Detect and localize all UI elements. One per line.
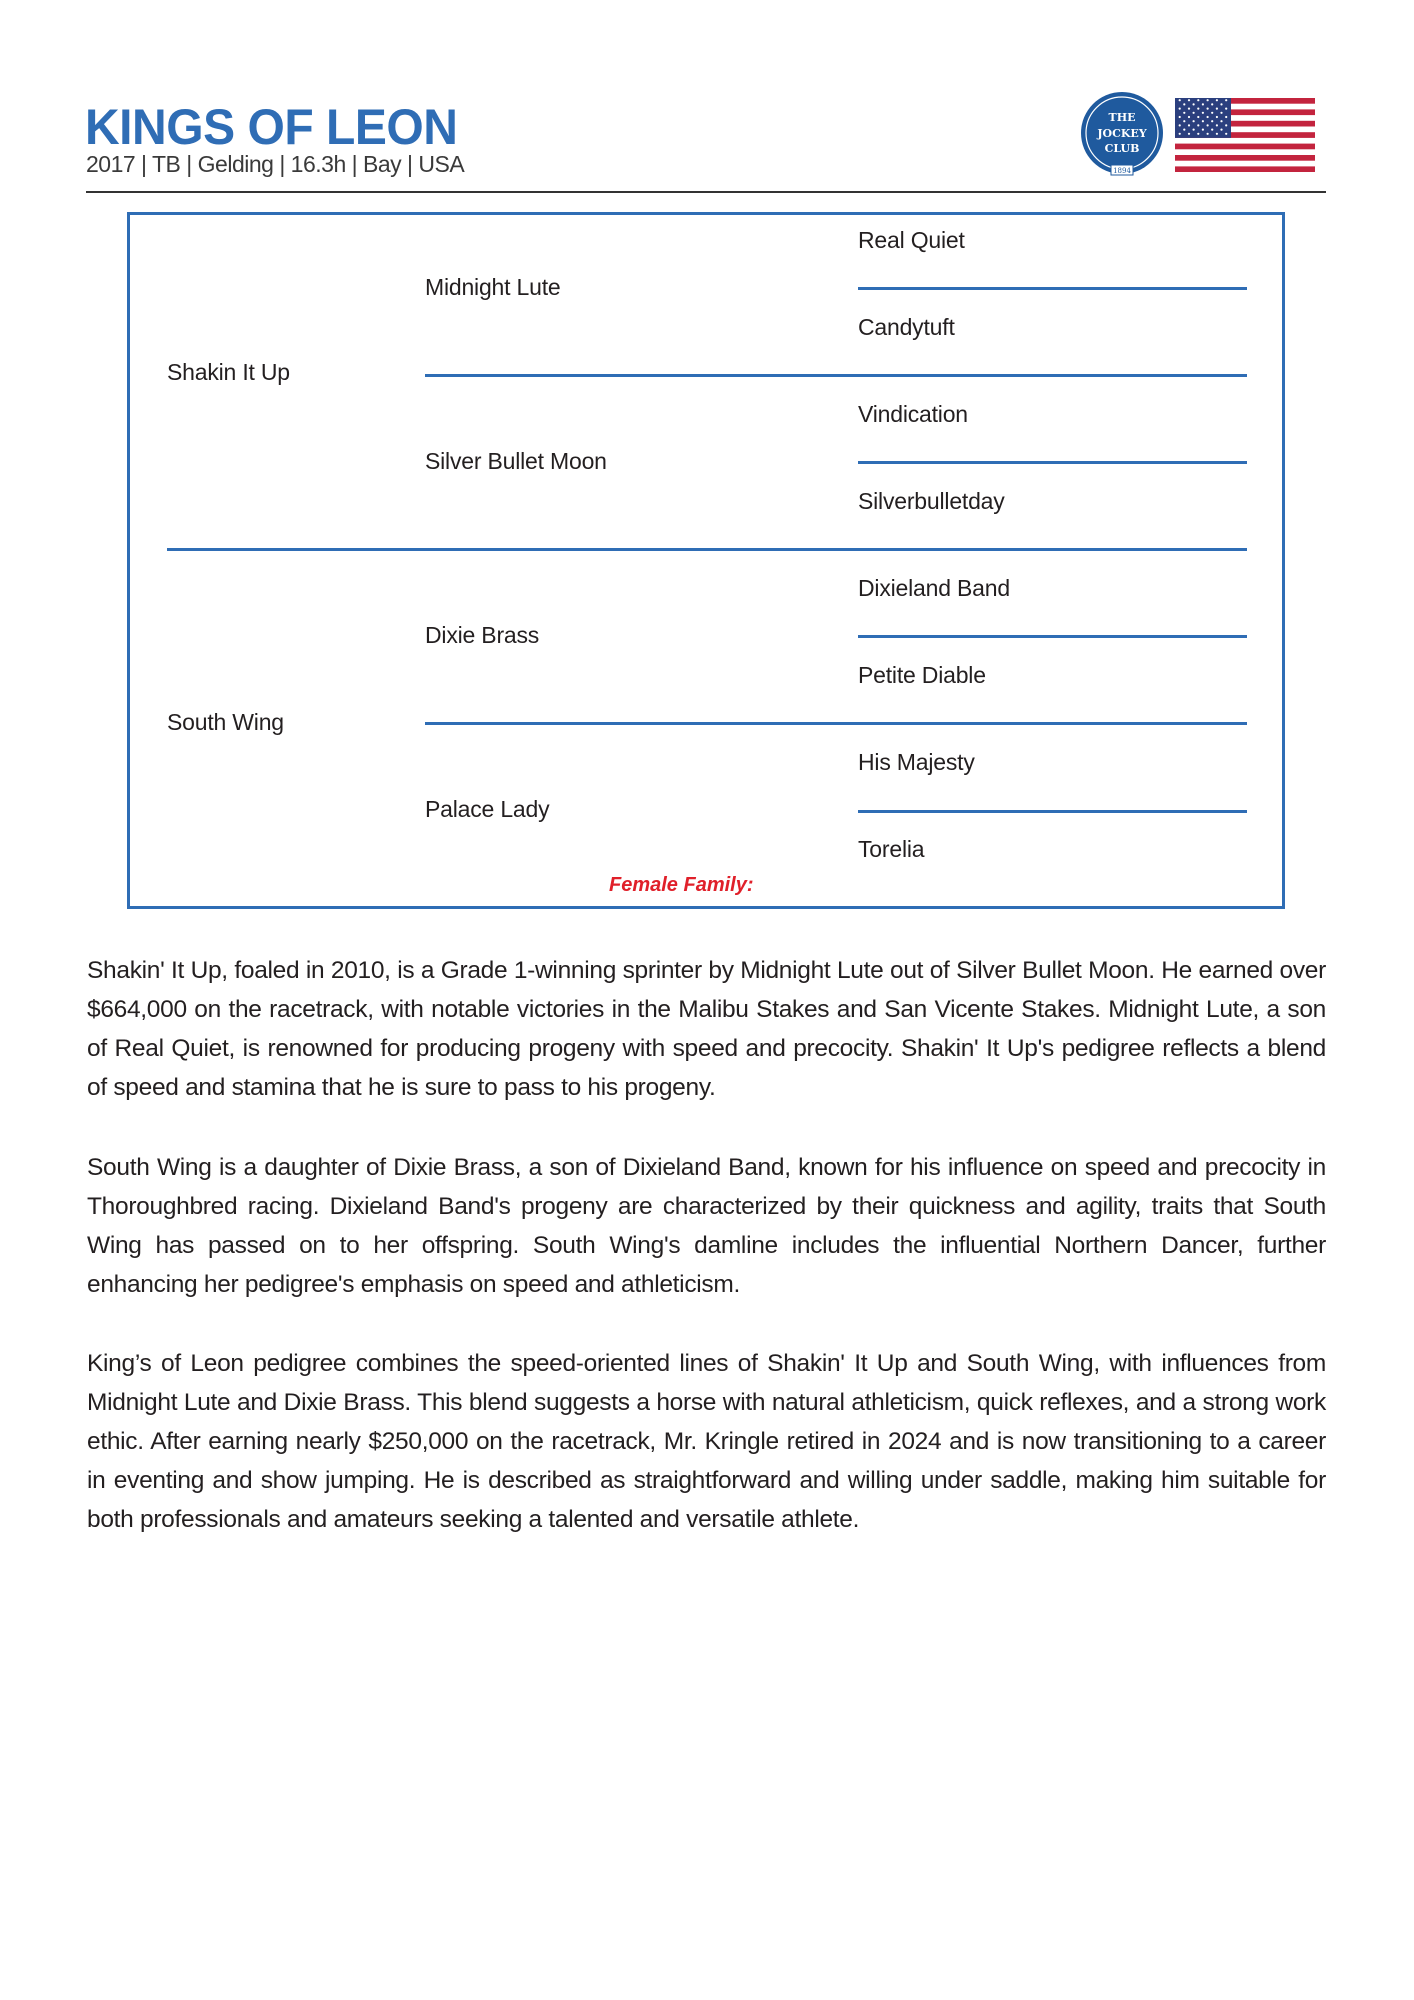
flag-star (1202, 103, 1204, 105)
logo-line-2: JOCKEY (1097, 127, 1147, 140)
flag-star (1179, 133, 1181, 135)
header-divider (86, 191, 1326, 193)
flag-star (1211, 120, 1213, 122)
horse-details-subtitle: 2017 | TB | Gelding | 16.3h | Bay | USA (86, 151, 465, 177)
flag-star (1188, 124, 1190, 126)
flag-star (1225, 133, 1227, 135)
pedigree-chart (127, 212, 1285, 909)
flag-star (1179, 108, 1181, 110)
flag-star (1207, 124, 1209, 126)
flag-star (1207, 133, 1209, 135)
flag-star (1220, 120, 1222, 122)
divider-ggp-4 (858, 810, 1247, 813)
flag-star (1225, 116, 1227, 118)
flag-star (1188, 116, 1190, 118)
flag-star (1216, 99, 1218, 101)
flag-star (1183, 120, 1185, 122)
jockey-club-logo-icon (1079, 91, 1165, 177)
flag-star (1197, 116, 1199, 118)
usa-flag-icon (1175, 98, 1315, 172)
flag-star (1193, 112, 1195, 114)
dam-dam-name: Palace Lady (425, 796, 550, 822)
logo-line-1: THE (1108, 111, 1136, 124)
great-grandparent-6: Petite Diable (858, 662, 986, 688)
great-grandparent-1: Real Quiet (858, 227, 965, 253)
flag-star (1188, 133, 1190, 135)
flag-star (1197, 133, 1199, 135)
flag-star (1211, 129, 1213, 131)
logo-line-3: CLUB (1104, 142, 1140, 155)
flag-star (1183, 103, 1185, 105)
flag-star (1216, 108, 1218, 110)
flag-star (1220, 112, 1222, 114)
flag-star (1188, 108, 1190, 110)
paragraph-summary: King’s of Leon pedigree combines the speed-oriented lines of Shakin' It Up and South Wing, with influences from Midnight Lute and Dixie Brass. This blend suggests a horse with natural athleticism, quick reflexes, and a strong work ethic. After earning nearly $250,000 on the racetrack, Mr. Kringle retired in 2024 and is now transitioning to a career in eventing and show jumping. He is described as straightforward and willing under saddle, making him suitable for both professionals and amateurs seeking a talented and versatile athlete. (87, 1350, 1326, 1533)
flag-star (1202, 112, 1204, 114)
great-grandparent-3: Vindication (858, 401, 968, 427)
dam-name: South Wing (167, 709, 284, 735)
flag-star (1225, 108, 1227, 110)
flag-star (1202, 120, 1204, 122)
flag-star (1193, 129, 1195, 131)
divider-parents (167, 548, 1247, 551)
sire-dam-name: Silver Bullet Moon (425, 448, 607, 474)
sire-name: Shakin It Up (167, 359, 290, 385)
flag-star (1197, 99, 1199, 101)
flag-star (1225, 99, 1227, 101)
paragraph-sire: Shakin' It Up, foaled in 2010, is a Grade 1-winning sprinter by Midnight Lute out of Silver Bullet Moon. He earned over $664,000 on the racetrack, with notable victories in the Malibu Stakes and San Vicente Stakes. Midnight Lute, a son of Real Quiet, is renowned for producing progeny with speed and precocity. Shakin' It Up's pedigree reflects a blend of speed and stamina that he is sure to pass to his progeny. (87, 957, 1326, 1101)
logo-year: 1894 (1113, 167, 1131, 175)
great-grandparent-4: Silverbulletday (858, 488, 1005, 514)
great-grandparent-8: Torelia (858, 836, 925, 862)
sire-sire-name: Midnight Lute (425, 274, 561, 300)
great-grandparent-2: Candytuft (858, 314, 955, 340)
flag-star (1220, 103, 1222, 105)
divider-gp-sire (425, 374, 1247, 377)
divider-ggp-2 (858, 461, 1247, 464)
flag-star (1207, 116, 1209, 118)
flag-star (1183, 112, 1185, 114)
flag-star (1193, 120, 1195, 122)
flag-star (1202, 129, 1204, 131)
flag-star (1216, 133, 1218, 135)
flag-star (1179, 116, 1181, 118)
horse-name-title: KINGS OF LEON (85, 99, 458, 155)
paragraph-dam: South Wing is a daughter of Dixie Brass, a son of Dixieland Band, known for his influence on speed and precocity in Thoroughbred racing. Dixieland Band's progeny are characterized by their quickness and agility, traits that South Wing has passed on to her offspring. South Wing's damline includes the influential Northern Dancer, further enhancing her pedigree's emphasis on speed and athleticism. (87, 1154, 1326, 1298)
flag-star (1197, 124, 1199, 126)
divider-ggp-1 (858, 287, 1247, 290)
great-grandparent-5: Dixieland Band (858, 575, 1010, 601)
flag-star (1179, 99, 1181, 101)
dam-sire-name: Dixie Brass (425, 622, 540, 648)
flag-star (1211, 112, 1213, 114)
flag-star (1207, 108, 1209, 110)
flag-star (1220, 129, 1222, 131)
flag-star (1183, 129, 1185, 131)
divider-gp-dam (425, 722, 1247, 725)
flag-star (1179, 124, 1181, 126)
flag-star (1207, 99, 1209, 101)
female-family-label: Female Family: (609, 874, 754, 896)
flag-star (1225, 124, 1227, 126)
flag-star (1216, 116, 1218, 118)
flag-star (1216, 124, 1218, 126)
great-grandparent-7: His Majesty (858, 749, 975, 775)
flag-star (1188, 99, 1190, 101)
flag-star (1193, 103, 1195, 105)
flag-star (1197, 108, 1199, 110)
flag-star (1211, 103, 1213, 105)
divider-ggp-3 (858, 635, 1247, 638)
